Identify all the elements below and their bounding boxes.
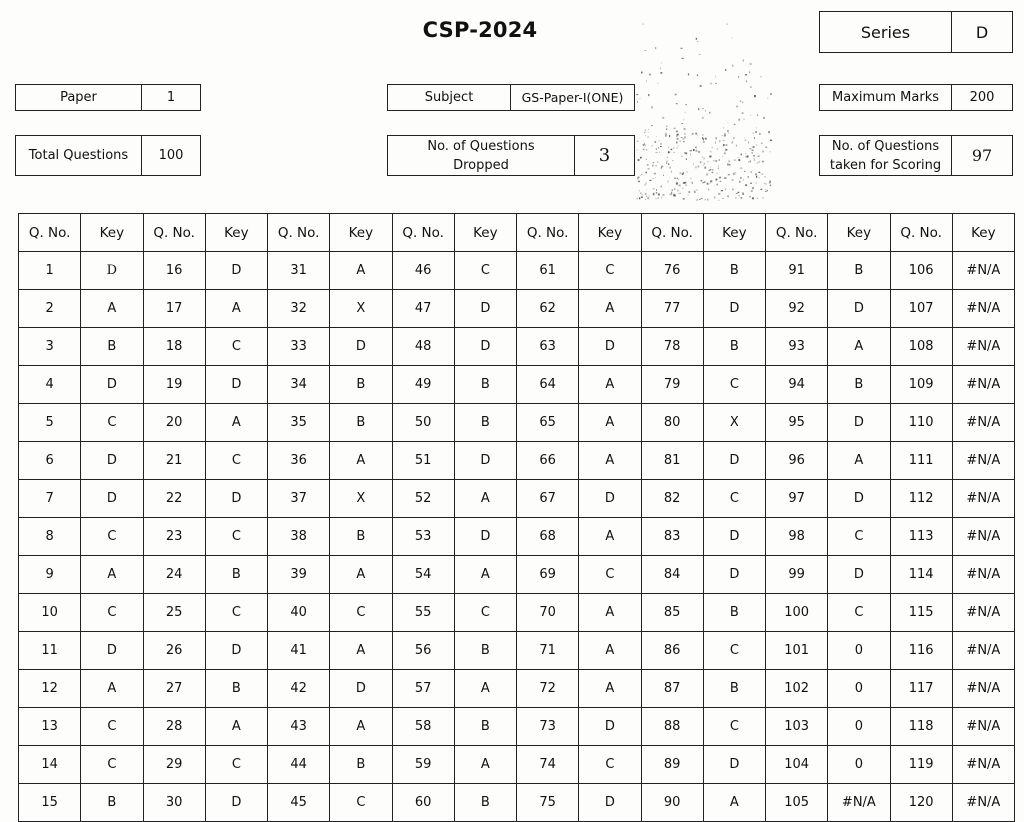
question-number-cell: 87 xyxy=(641,670,703,708)
answer-key-cell: C xyxy=(579,746,641,784)
question-number-cell: 14 xyxy=(19,746,81,784)
answer-key-cell: A xyxy=(205,404,267,442)
question-number-cell: 117 xyxy=(890,670,952,708)
question-number-cell: 84 xyxy=(641,556,703,594)
question-number-cell: 39 xyxy=(268,556,330,594)
answer-key-cell: A xyxy=(454,556,516,594)
answer-key-cell: C xyxy=(828,594,890,632)
question-number-cell: 12 xyxy=(19,670,81,708)
question-number-cell: 59 xyxy=(392,746,454,784)
max-marks-value: 200 xyxy=(951,85,1012,110)
question-number-cell: 96 xyxy=(766,442,828,480)
answer-key-cell: D xyxy=(81,480,143,518)
answer-key-cell: B xyxy=(81,328,143,366)
answer-key-cell: A xyxy=(579,404,641,442)
question-number-cell: 22 xyxy=(143,480,205,518)
question-number-cell: 10 xyxy=(19,594,81,632)
answer-key-cell: D xyxy=(81,366,143,404)
answer-key-cell: B xyxy=(454,404,516,442)
table-header-row xyxy=(19,214,1015,252)
question-number-cell: 41 xyxy=(268,632,330,670)
answer-key-cell: C xyxy=(703,632,765,670)
question-number-cell: 16 xyxy=(143,252,205,290)
answer-key-cell: A xyxy=(703,784,765,822)
answer-key-cell: B xyxy=(330,404,392,442)
question-number-cell: 100 xyxy=(766,594,828,632)
scoring-label: No. of Questions taken for Scoring xyxy=(829,138,942,173)
question-number-cell: 21 xyxy=(143,442,205,480)
scoring-value: 97 xyxy=(951,136,1012,175)
column-header-qno: Q. No. xyxy=(641,214,703,252)
column-header-qno: Q. No. xyxy=(143,214,205,252)
answer-key-cell: 0 xyxy=(828,746,890,784)
question-number-cell: 36 xyxy=(268,442,330,480)
answer-key-cell: D xyxy=(703,556,765,594)
question-number-cell: 65 xyxy=(517,404,579,442)
question-number-cell: 64 xyxy=(517,366,579,404)
question-number-cell: 26 xyxy=(143,632,205,670)
answer-key-cell: B xyxy=(828,366,890,404)
answer-key-cell: A xyxy=(205,290,267,328)
question-number-cell: 92 xyxy=(766,290,828,328)
question-number-cell: 106 xyxy=(890,252,952,290)
question-number-cell: 18 xyxy=(143,328,205,366)
answer-key-cell: B xyxy=(454,784,516,822)
question-number-cell: 68 xyxy=(517,518,579,556)
answer-key-cell: #N/A xyxy=(952,290,1014,328)
answer-key-cell: A xyxy=(330,442,392,480)
answer-key-cell: A xyxy=(579,518,641,556)
question-number-cell: 110 xyxy=(890,404,952,442)
answer-key-cell: B xyxy=(81,784,143,822)
question-number-cell: 4 xyxy=(19,366,81,404)
subject-box xyxy=(387,84,635,111)
answer-key-cell: A xyxy=(579,632,641,670)
subject-value: GS-Paper-I(ONE) xyxy=(510,85,634,110)
answer-key-cell: D xyxy=(81,632,143,670)
answer-key-cell: #N/A xyxy=(952,670,1014,708)
question-number-cell: 7 xyxy=(19,480,81,518)
answer-key-cell: D xyxy=(330,670,392,708)
series-label: Series xyxy=(860,22,911,42)
question-number-cell: 91 xyxy=(766,252,828,290)
question-number-cell: 31 xyxy=(268,252,330,290)
question-number-cell: 28 xyxy=(143,708,205,746)
answer-key-cell: 0 xyxy=(828,670,890,708)
question-number-cell: 90 xyxy=(641,784,703,822)
total-questions-box xyxy=(15,135,201,176)
table-row xyxy=(19,784,1015,822)
question-number-cell: 48 xyxy=(392,328,454,366)
answer-key-cell: C xyxy=(330,784,392,822)
question-number-cell: 56 xyxy=(392,632,454,670)
answer-key-cell: X xyxy=(703,404,765,442)
question-number-cell: 58 xyxy=(392,708,454,746)
question-number-cell: 29 xyxy=(143,746,205,784)
question-number-cell: 1 xyxy=(19,252,81,290)
answer-key-cell: D xyxy=(828,404,890,442)
question-number-cell: 88 xyxy=(641,708,703,746)
answer-key-cell: #N/A xyxy=(952,556,1014,594)
question-number-cell: 5 xyxy=(19,404,81,442)
answer-key-cell: B xyxy=(703,670,765,708)
question-number-cell: 75 xyxy=(517,784,579,822)
question-number-cell: 113 xyxy=(890,518,952,556)
question-number-cell: 52 xyxy=(392,480,454,518)
question-number-cell: 33 xyxy=(268,328,330,366)
answer-key-cell: D xyxy=(454,328,516,366)
table-row xyxy=(19,556,1015,594)
question-number-cell: 24 xyxy=(143,556,205,594)
question-number-cell: 60 xyxy=(392,784,454,822)
question-number-cell: 45 xyxy=(268,784,330,822)
answer-key-table xyxy=(18,213,1015,822)
question-number-cell: 69 xyxy=(517,556,579,594)
question-number-cell: 114 xyxy=(890,556,952,594)
table-row xyxy=(19,518,1015,556)
question-number-cell: 27 xyxy=(143,670,205,708)
answer-key-cell: D xyxy=(205,366,267,404)
question-number-cell: 85 xyxy=(641,594,703,632)
answer-key-cell: A xyxy=(454,480,516,518)
column-header-key: Key xyxy=(579,214,641,252)
table-row xyxy=(19,670,1015,708)
question-number-cell: 89 xyxy=(641,746,703,784)
question-number-cell: 66 xyxy=(517,442,579,480)
question-number-cell: 102 xyxy=(766,670,828,708)
answer-key-cell: A xyxy=(454,670,516,708)
answer-key-cell: A xyxy=(579,442,641,480)
answer-key-cell: 0 xyxy=(828,632,890,670)
answer-key-cell: D xyxy=(205,632,267,670)
answer-key-cell: X xyxy=(330,290,392,328)
question-number-cell: 72 xyxy=(517,670,579,708)
answer-key-cell: #N/A xyxy=(952,784,1014,822)
answer-key-cell: C xyxy=(205,746,267,784)
table-row xyxy=(19,328,1015,366)
question-number-cell: 44 xyxy=(268,746,330,784)
page-title: CSP-2024 xyxy=(422,18,538,42)
answer-key-cell: A xyxy=(330,556,392,594)
table-row xyxy=(19,632,1015,670)
answer-key-cell: B xyxy=(703,594,765,632)
answer-key-cell: D xyxy=(703,290,765,328)
question-number-cell: 79 xyxy=(641,366,703,404)
paper-label: Paper xyxy=(60,90,97,105)
question-number-cell: 105 xyxy=(766,784,828,822)
scoring-box xyxy=(819,135,1013,176)
question-number-cell: 98 xyxy=(766,518,828,556)
answer-key-cell: C xyxy=(81,746,143,784)
table-row xyxy=(19,480,1015,518)
answer-key-cell: B xyxy=(828,252,890,290)
answer-key-cell: A xyxy=(81,670,143,708)
answer-key-cell: D xyxy=(454,442,516,480)
question-number-cell: 63 xyxy=(517,328,579,366)
answer-key-cell: #N/A xyxy=(952,594,1014,632)
answer-key-cell: C xyxy=(205,328,267,366)
subject-label: Subject xyxy=(424,90,474,105)
column-header-qno: Q. No. xyxy=(517,214,579,252)
question-number-cell: 9 xyxy=(19,556,81,594)
question-number-cell: 6 xyxy=(19,442,81,480)
answer-key-cell: C xyxy=(454,594,516,632)
paper-value: 1 xyxy=(141,85,200,110)
table-row xyxy=(19,746,1015,784)
answer-key-cell: #N/A xyxy=(828,784,890,822)
question-number-cell: 109 xyxy=(890,366,952,404)
question-number-cell: 115 xyxy=(890,594,952,632)
table-row xyxy=(19,594,1015,632)
answer-key-cell: C xyxy=(205,594,267,632)
question-number-cell: 80 xyxy=(641,404,703,442)
question-number-cell: 82 xyxy=(641,480,703,518)
question-number-cell: 119 xyxy=(890,746,952,784)
question-number-cell: 42 xyxy=(268,670,330,708)
question-number-cell: 49 xyxy=(392,366,454,404)
question-number-cell: 2 xyxy=(19,290,81,328)
answer-key-cell: D xyxy=(454,290,516,328)
question-number-cell: 51 xyxy=(392,442,454,480)
question-number-cell: 55 xyxy=(392,594,454,632)
question-number-cell: 25 xyxy=(143,594,205,632)
answer-key-cell: #N/A xyxy=(952,366,1014,404)
question-number-cell: 76 xyxy=(641,252,703,290)
answer-key-cell: D xyxy=(703,442,765,480)
table-row xyxy=(19,404,1015,442)
answer-key-cell: D xyxy=(579,708,641,746)
question-number-cell: 104 xyxy=(766,746,828,784)
answer-key-cell: 0 xyxy=(828,708,890,746)
question-number-cell: 15 xyxy=(19,784,81,822)
column-header-key: Key xyxy=(81,214,143,252)
question-number-cell: 111 xyxy=(890,442,952,480)
answer-key-cell: D xyxy=(579,328,641,366)
column-header-qno: Q. No. xyxy=(19,214,81,252)
answer-key-cell: A xyxy=(330,252,392,290)
answer-key-cell: B xyxy=(330,518,392,556)
question-number-cell: 53 xyxy=(392,518,454,556)
answer-key-cell: C xyxy=(81,594,143,632)
question-number-cell: 103 xyxy=(766,708,828,746)
dropped-label: No. of Questions Dropped xyxy=(427,138,535,173)
question-number-cell: 32 xyxy=(268,290,330,328)
column-header-qno: Q. No. xyxy=(268,214,330,252)
column-header-qno: Q. No. xyxy=(890,214,952,252)
answer-key-cell: A xyxy=(330,708,392,746)
answer-key-cell: B xyxy=(454,632,516,670)
answer-key-cell: D xyxy=(205,480,267,518)
question-number-cell: 57 xyxy=(392,670,454,708)
answer-key-cell: D xyxy=(579,784,641,822)
answer-key-cell: B xyxy=(703,252,765,290)
answer-key-cell: A xyxy=(330,632,392,670)
answer-key-cell: D xyxy=(828,290,890,328)
answer-key-cell: #N/A xyxy=(952,746,1014,784)
series-value: D xyxy=(951,12,1012,52)
answer-key-cell: C xyxy=(205,518,267,556)
answer-key-cell: B xyxy=(703,328,765,366)
question-number-cell: 38 xyxy=(268,518,330,556)
question-number-cell: 74 xyxy=(517,746,579,784)
question-number-cell: 37 xyxy=(268,480,330,518)
answer-key-cell: B xyxy=(205,670,267,708)
question-number-cell: 35 xyxy=(268,404,330,442)
question-number-cell: 20 xyxy=(143,404,205,442)
column-header-key: Key xyxy=(828,214,890,252)
answer-key-cell: X xyxy=(330,480,392,518)
question-number-cell: 86 xyxy=(641,632,703,670)
question-number-cell: 17 xyxy=(143,290,205,328)
answer-key-cell: C xyxy=(81,708,143,746)
question-number-cell: 93 xyxy=(766,328,828,366)
answer-key-cell: C xyxy=(81,404,143,442)
answer-key-cell: D xyxy=(330,328,392,366)
question-number-cell: 67 xyxy=(517,480,579,518)
answer-key-cell: #N/A xyxy=(952,708,1014,746)
question-number-cell: 112 xyxy=(890,480,952,518)
answer-key-cell: C xyxy=(454,252,516,290)
column-header-key: Key xyxy=(454,214,516,252)
question-number-cell: 94 xyxy=(766,366,828,404)
table-row xyxy=(19,366,1015,404)
column-header-key: Key xyxy=(952,214,1014,252)
question-number-cell: 11 xyxy=(19,632,81,670)
question-number-cell: 101 xyxy=(766,632,828,670)
answer-key-cell: #N/A xyxy=(952,328,1014,366)
answer-key-cell: A xyxy=(828,328,890,366)
question-number-cell: 73 xyxy=(517,708,579,746)
paper-box xyxy=(15,84,201,111)
dropped-box xyxy=(387,135,635,176)
question-number-cell: 70 xyxy=(517,594,579,632)
question-number-cell: 13 xyxy=(19,708,81,746)
scan-noise xyxy=(636,10,776,205)
answer-key-cell: A xyxy=(579,290,641,328)
series-box xyxy=(819,11,1013,53)
answer-key-cell: D xyxy=(828,480,890,518)
answer-key-cell: A xyxy=(579,366,641,404)
answer-key-cell: A xyxy=(828,442,890,480)
column-header-key: Key xyxy=(205,214,267,252)
answer-key-cell: B xyxy=(205,556,267,594)
answer-key-cell: C xyxy=(579,252,641,290)
answer-key-cell: D xyxy=(205,784,267,822)
answer-key-cell: #N/A xyxy=(952,252,1014,290)
question-number-cell: 61 xyxy=(517,252,579,290)
question-number-cell: 40 xyxy=(268,594,330,632)
answer-key-cell: B xyxy=(330,366,392,404)
total-questions-label: Total Questions xyxy=(28,148,129,163)
answer-key-cell: D xyxy=(81,442,143,480)
question-number-cell: 116 xyxy=(890,632,952,670)
column-header-qno: Q. No. xyxy=(766,214,828,252)
question-number-cell: 71 xyxy=(517,632,579,670)
answer-key-cell: D xyxy=(828,556,890,594)
answer-key-cell: C xyxy=(579,556,641,594)
answer-key-cell: #N/A xyxy=(952,442,1014,480)
answer-key-cell: D xyxy=(205,252,267,290)
answer-key-cell: C xyxy=(330,594,392,632)
question-number-cell: 3 xyxy=(19,328,81,366)
answer-key-cell: #N/A xyxy=(952,632,1014,670)
question-number-cell: 19 xyxy=(143,366,205,404)
question-number-cell: 34 xyxy=(268,366,330,404)
column-header-key: Key xyxy=(703,214,765,252)
answer-key-cell: C xyxy=(828,518,890,556)
answer-key-cell: #N/A xyxy=(952,480,1014,518)
answer-key-cell: D xyxy=(703,746,765,784)
answer-key-cell: D xyxy=(454,518,516,556)
answer-key-cell: A xyxy=(81,556,143,594)
answer-key-cell: #N/A xyxy=(952,518,1014,556)
answer-key-cell: C xyxy=(205,442,267,480)
question-number-cell: 54 xyxy=(392,556,454,594)
question-number-cell: 81 xyxy=(641,442,703,480)
answer-key-cell: C xyxy=(703,708,765,746)
question-number-cell: 107 xyxy=(890,290,952,328)
question-number-cell: 108 xyxy=(890,328,952,366)
question-number-cell: 118 xyxy=(890,708,952,746)
total-questions-value: 100 xyxy=(141,136,200,175)
question-number-cell: 78 xyxy=(641,328,703,366)
table-row xyxy=(19,708,1015,746)
answer-key-cell: #N/A xyxy=(952,404,1014,442)
question-number-cell: 95 xyxy=(766,404,828,442)
question-number-cell: 120 xyxy=(890,784,952,822)
answer-key-cell: D xyxy=(81,252,143,290)
answer-key-cell: D xyxy=(579,480,641,518)
answer-key-cell: D xyxy=(703,518,765,556)
table-row xyxy=(19,290,1015,328)
answer-key-cell: B xyxy=(330,746,392,784)
answer-key-cell: B xyxy=(454,366,516,404)
answer-key-cell: A xyxy=(579,670,641,708)
table-row xyxy=(19,252,1015,290)
answer-key-cell: C xyxy=(703,480,765,518)
question-number-cell: 83 xyxy=(641,518,703,556)
answer-key-cell: B xyxy=(454,708,516,746)
question-number-cell: 8 xyxy=(19,518,81,556)
question-number-cell: 46 xyxy=(392,252,454,290)
question-number-cell: 77 xyxy=(641,290,703,328)
answer-key-cell: A xyxy=(454,746,516,784)
question-number-cell: 43 xyxy=(268,708,330,746)
dropped-value: 3 xyxy=(574,136,634,175)
table-row xyxy=(19,442,1015,480)
column-header-key: Key xyxy=(330,214,392,252)
question-number-cell: 30 xyxy=(143,784,205,822)
question-number-cell: 97 xyxy=(766,480,828,518)
question-number-cell: 99 xyxy=(766,556,828,594)
column-header-qno: Q. No. xyxy=(392,214,454,252)
question-number-cell: 62 xyxy=(517,290,579,328)
answer-key-cell: A xyxy=(81,290,143,328)
question-number-cell: 47 xyxy=(392,290,454,328)
max-marks-box xyxy=(819,84,1013,111)
max-marks-label: Maximum Marks xyxy=(831,90,939,105)
answer-key-cell: A xyxy=(205,708,267,746)
answer-key-cell: A xyxy=(579,594,641,632)
answer-key-cell: C xyxy=(81,518,143,556)
question-number-cell: 50 xyxy=(392,404,454,442)
answer-key-cell: C xyxy=(703,366,765,404)
question-number-cell: 23 xyxy=(143,518,205,556)
